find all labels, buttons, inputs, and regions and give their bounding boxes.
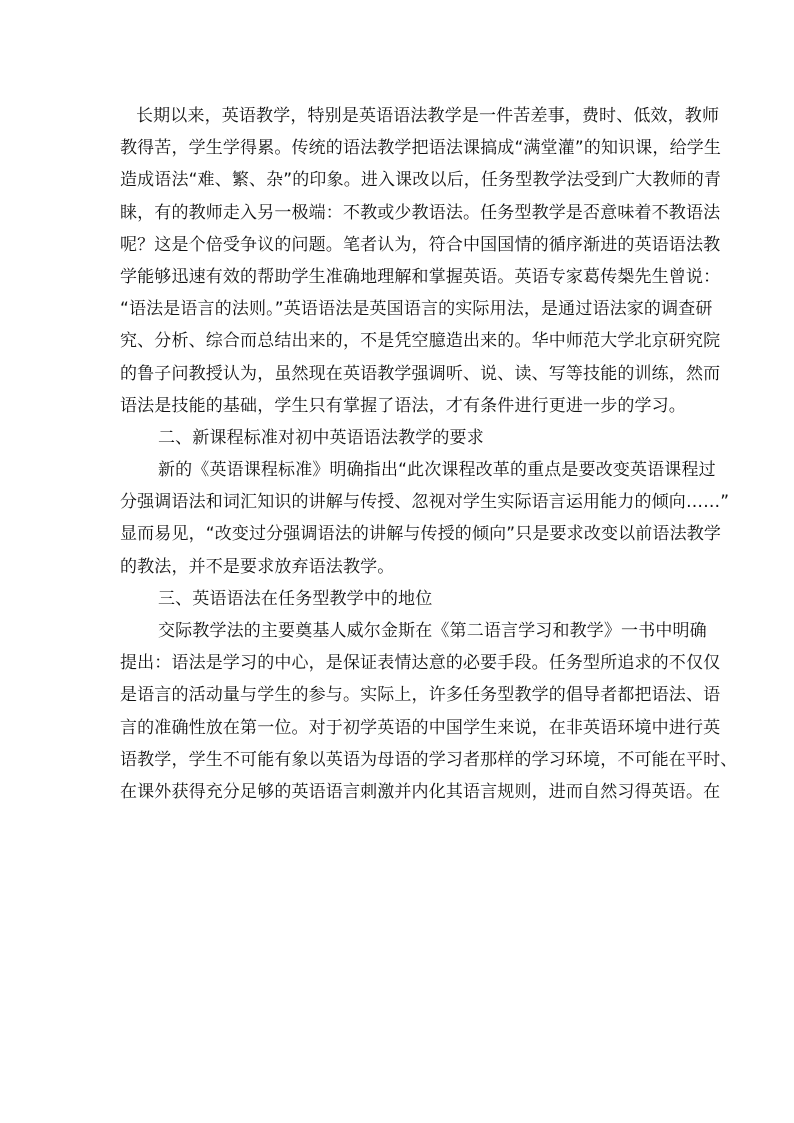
paragraph-line: 究、分析、综合而总结出来的，不是凭空臆造出来的。华中师范大学北京研究院 (120, 331, 721, 352)
paragraph-line: “语法是语言的法则。”英语语法是英国语言的实际用法，是通过语法家的调查研 (120, 299, 713, 320)
section-heading: 三、英语语法在任务型教学中的地位 (158, 588, 433, 609)
document-body (120, 100, 738, 808)
section-heading: 二、新课程标准对初中英语语法教学的要求 (158, 427, 484, 448)
paragraph-line: 造成语法“难、繁、杂”的印象。进入课改以后，任务型教学法受到广大教师的青 (120, 170, 722, 191)
paragraph-line: 是语言的活动量与学生的参与。实际上，许多任务型教学的倡导者都把语法、语 (120, 685, 721, 706)
paragraph-line: 的鲁子问教授认为，虽然现在英语教学强调听、说、读、写等技能的训练，然而 (120, 363, 721, 384)
paragraph-line: 新的《英语课程标准》明确指出“此次课程改革的重点是要改变英语课程过 (158, 460, 716, 481)
paragraph-line: 语法是技能的基础，学生只有掌握了语法，才有条件进行更进一步的学习。 (120, 395, 686, 416)
paragraph-line: 长期以来，英语教学，特别是英语语法教学是一件苦差事，费时、低效，教师 (136, 106, 720, 126)
paragraph-line: 显而易见，“改变过分强调语法的讲解与传授的倾向”只是要求改变以前语法教学 (120, 524, 722, 545)
paragraph-line: 教得苦，学生学得累。传统的语法教学把语法课搞成“满堂灌”的知识课，给学生 (120, 138, 722, 159)
paragraph-line: 学能够迅速有效的帮助学生准确地理解和掌握英语。英语专家葛传椝先生曾说： (120, 266, 721, 287)
paragraph-line: 呢？这是个倍受争议的问题。笔者认为，符合中国国情的循序渐进的英语语法教 (120, 234, 721, 255)
paragraph-line: 言的准确性放在第一位。对于初学英语的中国学生来说，在非英语环境中进行英 (120, 717, 721, 738)
paragraph-line: 交际教学法的主要奠基人威尔金斯在《第二语言学习和教学》一书中明确 (158, 621, 707, 641)
paragraph-line: 提出：语法是学习的中心，是保证表情达意的必要手段。任务型所追求的不仅仅 (120, 653, 721, 674)
paragraph-line: 分强调语法和词汇知识的讲解与传授、忽视对学生实际语言运用能力的倾向……” (120, 492, 730, 513)
paragraph-line: 的教法，并不是要求放弃语法教学。 (120, 556, 395, 577)
paragraph-line: 睐，有的教师走入另一极端：不教或少教语法。任务型教学是否意味着不教语法 (120, 202, 721, 223)
paragraph-line: 在课外获得充分足够的英语语言刺激并内化其语言规则，进而自然习得英语。在 (120, 781, 721, 802)
paragraph-line: 语教学，学生不可能有象以英语为母语的学习者那样的学习环境，不可能在平时、 (120, 749, 738, 770)
